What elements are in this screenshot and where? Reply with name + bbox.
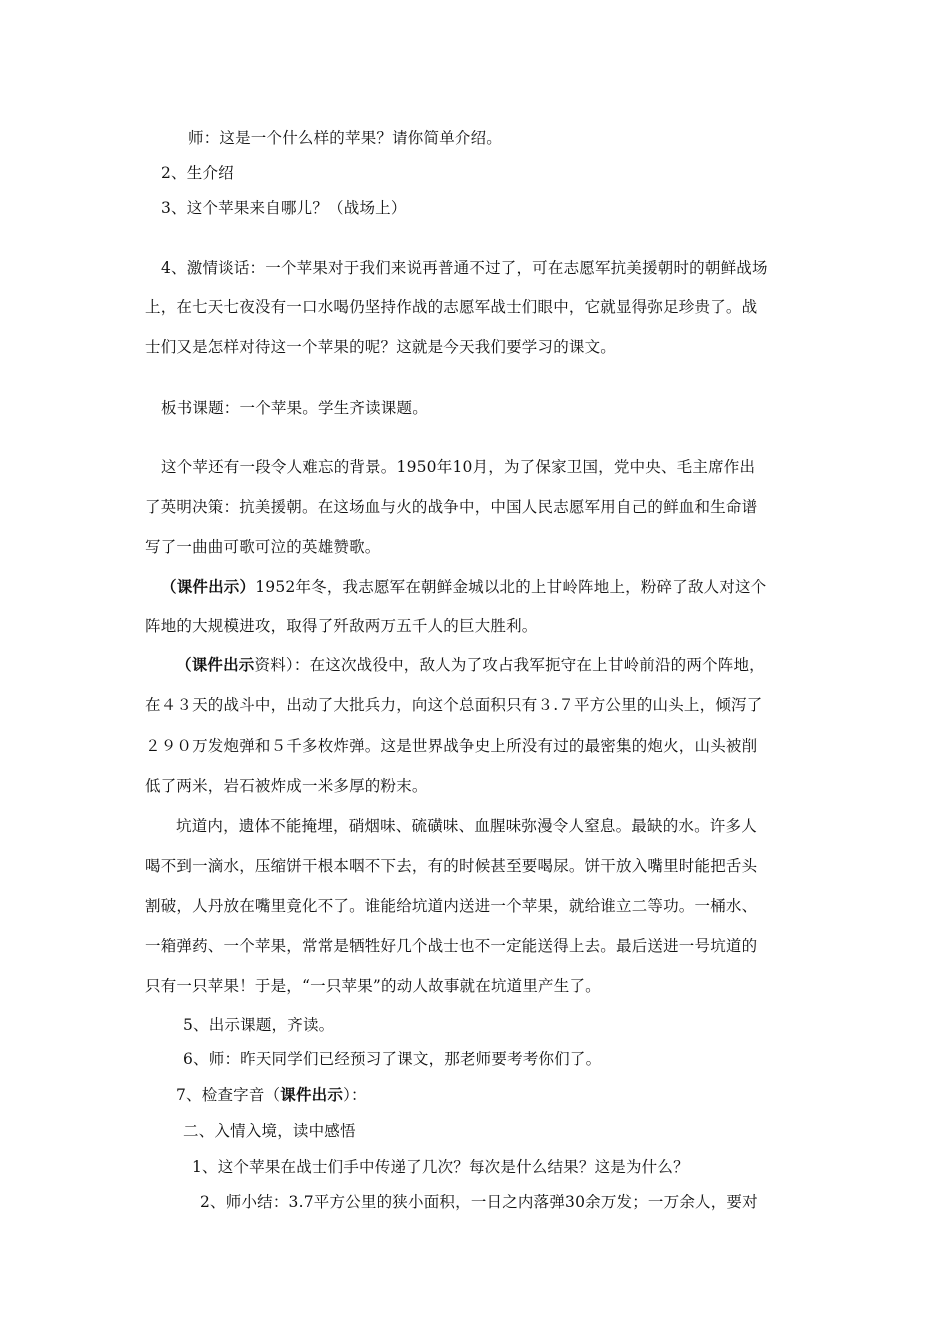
text-span: 1952年冬，我志愿军在朝鲜金城以北的上甘岭阵地上，粉碎了敌人对这个 — [255, 578, 767, 596]
text-line: 阵地的大规模进攻，取得了歼敌两万五千人的巨大胜利。 — [145, 617, 538, 635]
list-item: 4、激情谈话：一个苹果对于我们来说再普通不过了，可在志愿军抗美援朝时的朝鲜战场 — [161, 259, 768, 277]
list-item: 2、师小结：3.7平方公里的狭小面积，一日之内落弹30余万发；一万余人，要对 — [200, 1193, 758, 1211]
text-line: 只有一只苹果！于是，“一只苹果”的动人故事就在坑道里产生了。 — [145, 977, 601, 995]
text-line — [176, 655, 765, 675]
text-span: ）： — [343, 1086, 367, 1104]
text-line: 师：这是一个什么样的苹果？请你简单介绍。 — [188, 129, 503, 147]
list-item: 5、出示课题，齐读。 — [183, 1016, 335, 1034]
text-span: 资料）：在这次战役中，敌人为了攻占我军扼守在上甘岭前沿的两个阵地， — [254, 656, 765, 674]
list-item: 6、师：昨天同学们已经预习了课文，那老师要考考你们了。 — [183, 1050, 602, 1068]
text-line: 上，在七天七夜没有一口水喝仍坚持作战的志愿军战士们眼中，它就显得弥足珍贵了。战 — [145, 298, 758, 316]
text-line: 了英明决策：抗美援朝。在这场血与火的战争中，中国人民志愿军用自己的鲜血和生命谱 — [145, 498, 758, 516]
text-line: 喝不到一滴水，压缩饼干根本咽不下去，有的时候甚至要喝尿。饼干放入嘴里时能把舌头 — [145, 857, 758, 875]
text-line: 低了两米，岩石被炸成一米多厚的粉末。 — [145, 777, 428, 795]
text-line: 一箱弹药、一个苹果，常常是牺牲好几个战士也不一定能送得上去。最后送进一号坑道的 — [145, 937, 758, 955]
text-line: 这个苹还有一段令人难忘的背景。1950年10月，为了保家卫国，党中央、毛主席作出 — [161, 458, 756, 476]
text-line: 板书课题：一个苹果。学生齐读课题。 — [161, 399, 428, 417]
list-item: 2、生介绍 — [161, 164, 234, 182]
text-line: 割破，人丹放在嘴里竟化不了。谁能给坑道内送进一个苹果，就给谁立二等功。一桶水、 — [145, 897, 758, 915]
bold-courseware-label: （课件出示） — [161, 577, 256, 596]
list-item: 3、这个苹果来自哪儿？（战场上） — [161, 199, 407, 217]
text-line: 坑道内，遗体不能掩埋，硝烟味、硫磺味、血腥味弥漫令人窒息。最缺的水。许多人 — [176, 817, 757, 835]
text-line — [161, 577, 766, 597]
bold-courseware-label: （课件出示 — [176, 655, 255, 674]
section-heading: 二、入情入境，读中感悟 — [183, 1122, 356, 1140]
text-span: 7、检查字音（ — [176, 1086, 281, 1104]
list-item: 1、这个苹果在战士们手中传递了几次？每次是什么结果？这是为什么？ — [192, 1158, 689, 1176]
list-item — [176, 1085, 367, 1105]
text-line: ２９０万发炮弹和５千多枚炸弹。这是世界战争史上所没有过的最密集的炮火，山头被削 — [145, 737, 758, 755]
bold-courseware-label: 课件出示 — [280, 1085, 344, 1104]
text-line: 士们又是怎样对待这一个苹果的呢？这就是今天我们要学习的课文。 — [145, 338, 617, 356]
text-line: 写了一曲曲可歌可泣的英雄赞歌。 — [145, 538, 381, 556]
text-line: 在４３天的战斗中，出动了大批兵力，向这个总面积只有３.７平方公里的山头上，倾泻了 — [145, 696, 763, 714]
